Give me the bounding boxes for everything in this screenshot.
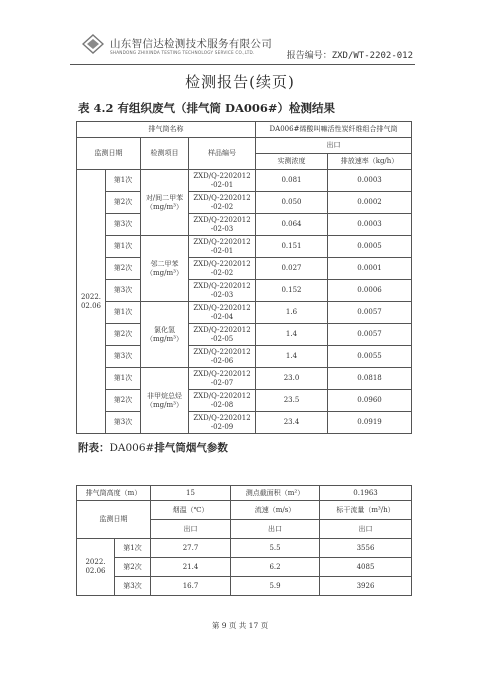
table-row xyxy=(77,170,412,192)
sample-cell: ZXD/Q-2202012 -02-03 xyxy=(189,214,256,236)
times-cell: 第2次 xyxy=(106,192,141,214)
appendix-name: 排气筒烟气参数 xyxy=(154,442,228,454)
item-cell: 邻二甲苯 （mg/m³） xyxy=(141,236,189,302)
section-area-header: 测点截面积（m²） xyxy=(231,486,320,501)
speed-outlet-header: 出口 xyxy=(231,520,320,539)
appendix-title xyxy=(78,440,228,455)
concentration-cell: 0.152 xyxy=(256,280,328,302)
times-cell: 第3次 xyxy=(106,214,141,236)
outlet-name-header: 排气筒名称 xyxy=(77,122,256,138)
table-row xyxy=(77,324,412,346)
times-cell: 第2次 xyxy=(106,324,141,346)
sample-cell: ZXD/Q-2202012 -02-07 xyxy=(189,368,256,390)
outlet-header: 出口 xyxy=(256,138,412,154)
rate-cell: 0.0960 xyxy=(328,390,412,412)
rate-cell: 0.0055 xyxy=(328,346,412,368)
sample-cell: ZXD/Q-2202012 -02-03 xyxy=(189,280,256,302)
times-cell: 第1次 xyxy=(106,302,141,324)
rate-cell: 0.0002 xyxy=(328,192,412,214)
table-row xyxy=(77,346,412,368)
table-row xyxy=(77,280,412,302)
concentration-cell: 23.4 xyxy=(256,412,328,434)
times-cell: 第3次 xyxy=(106,280,141,302)
sample-cell: ZXD/Q-2202012 -02-02 xyxy=(189,258,256,280)
sample-cell: ZXD/Q-2202012 -02-01 xyxy=(189,170,256,192)
table-row xyxy=(77,368,412,390)
temp-cell: 27.7 xyxy=(151,539,231,558)
t2-times-cell: 第2次 xyxy=(115,558,151,577)
stack-height: 15 xyxy=(151,486,231,501)
company-name-en: SHANDONG ZHIXINDA TESTING TECHNOLOGY SERVICE CO.,LTD. xyxy=(110,50,255,55)
rate-cell: 0.0003 xyxy=(328,170,412,192)
sample-header: 样品编号 xyxy=(189,138,256,170)
times-cell: 第2次 xyxy=(106,258,141,280)
table1-caption: 表 4.2 有组织废气（排气筒 DA006#）检测结果 xyxy=(78,101,336,115)
item-cell: 对/间二甲苯 （mg/m³） xyxy=(141,170,189,236)
rate-cell: 0.0005 xyxy=(328,236,412,258)
t2-times-cell: 第1次 xyxy=(115,539,151,558)
speed-cell: 5.9 xyxy=(231,577,320,596)
speed-header: 流速（m/s） xyxy=(231,501,320,520)
times-cell: 第1次 xyxy=(106,170,141,192)
stack-height-header: 排气筒高度（m） xyxy=(77,486,151,501)
table-row xyxy=(77,558,412,577)
sample-cell: ZXD/Q-2202012 -02-01 xyxy=(189,236,256,258)
monitor-date: 2022. 02.06 xyxy=(77,170,106,434)
rate-cell: 0.0919 xyxy=(328,412,412,434)
temp-cell: 16.7 xyxy=(151,577,231,596)
rate-cell: 0.0003 xyxy=(328,214,412,236)
flow-header: 标干流量（m³/h） xyxy=(320,501,412,520)
results-table xyxy=(76,121,412,434)
t2-times-cell: 第3次 xyxy=(115,577,151,596)
times-cell: 第3次 xyxy=(106,412,141,434)
item-cell: 非甲烷总烃 （mg/m³） xyxy=(141,368,189,434)
sample-cell: ZXD/Q-2202012 -02-02 xyxy=(189,192,256,214)
report-number: 报告编号：ZXD/WT-2202-012 xyxy=(286,51,413,61)
speed-cell: 5.5 xyxy=(231,539,320,558)
concentration-header: 实测浓度 xyxy=(256,154,328,170)
concentration-cell: 0.081 xyxy=(256,170,328,192)
concentration-cell: 23.0 xyxy=(256,368,328,390)
flow-cell: 3926 xyxy=(320,577,412,596)
table-row xyxy=(77,214,412,236)
temp-outlet-header: 出口 xyxy=(151,520,231,539)
company-logo-icon xyxy=(82,34,104,54)
page-title: 检测报告(续页) xyxy=(185,73,295,91)
times-cell: 第2次 xyxy=(106,390,141,412)
rate-cell: 0.0057 xyxy=(328,324,412,346)
temp-cell: 21.4 xyxy=(151,558,231,577)
temp-header: 烟温（℃） xyxy=(151,501,231,520)
rate-cell: 0.0818 xyxy=(328,368,412,390)
outlet-name: DA006#烯酸叫嘛活性炭纤维组合排气筒 xyxy=(256,122,412,138)
table-row xyxy=(77,302,412,324)
appendix-prefix: DA006# xyxy=(109,442,155,454)
concentration-cell: 23.5 xyxy=(256,390,328,412)
t2-date-header: 监测日期 xyxy=(77,501,151,539)
sample-cell: ZXD/Q-2202012 -02-06 xyxy=(189,346,256,368)
rate-cell: 0.0057 xyxy=(328,302,412,324)
rate-header: 排放速率（kg/h） xyxy=(328,154,412,170)
table-row xyxy=(77,390,412,412)
date-header: 监测日期 xyxy=(77,138,141,170)
sample-cell: ZXD/Q-2202012 -02-05 xyxy=(189,324,256,346)
t2-monitor-date: 2022. 02.06 xyxy=(77,539,115,596)
table-row xyxy=(77,236,412,258)
times-cell: 第1次 xyxy=(106,368,141,390)
rate-cell: 0.0001 xyxy=(328,258,412,280)
concentration-cell: 0.151 xyxy=(256,236,328,258)
table-row xyxy=(77,577,412,596)
page-header xyxy=(70,30,415,65)
rate-cell: 0.0006 xyxy=(328,280,412,302)
item-header: 检测项目 xyxy=(141,138,189,170)
item-cell: 氯化氢 （mg/m³） xyxy=(141,302,189,368)
concentration-cell: 0.050 xyxy=(256,192,328,214)
concentration-cell: 0.064 xyxy=(256,214,328,236)
company-name-cn: 山东智信达检测技术服务有限公司 xyxy=(110,38,272,50)
flow-cell: 4085 xyxy=(320,558,412,577)
page-number: 第 9 页 共 17 页 xyxy=(211,621,269,630)
flue-gas-table xyxy=(76,485,412,596)
times-cell: 第3次 xyxy=(106,346,141,368)
concentration-cell: 1.6 xyxy=(256,302,328,324)
speed-cell: 6.2 xyxy=(231,558,320,577)
concentration-cell: 0.027 xyxy=(256,258,328,280)
sample-cell: ZXD/Q-2202012 -02-09 xyxy=(189,412,256,434)
table-row xyxy=(77,192,412,214)
concentration-cell: 1.4 xyxy=(256,346,328,368)
table-row xyxy=(77,258,412,280)
appendix-label: 附表： xyxy=(78,442,110,454)
sample-cell: ZXD/Q-2202012 -02-04 xyxy=(189,302,256,324)
table-row xyxy=(77,539,412,558)
sample-cell: ZXD/Q-2202012 -02-08 xyxy=(189,390,256,412)
times-cell: 第1次 xyxy=(106,236,141,258)
flow-outlet-header: 出口 xyxy=(320,520,412,539)
concentration-cell: 1.4 xyxy=(256,324,328,346)
section-area: 0.1963 xyxy=(320,486,412,501)
flow-cell: 3556 xyxy=(320,539,412,558)
table-row xyxy=(77,412,412,434)
